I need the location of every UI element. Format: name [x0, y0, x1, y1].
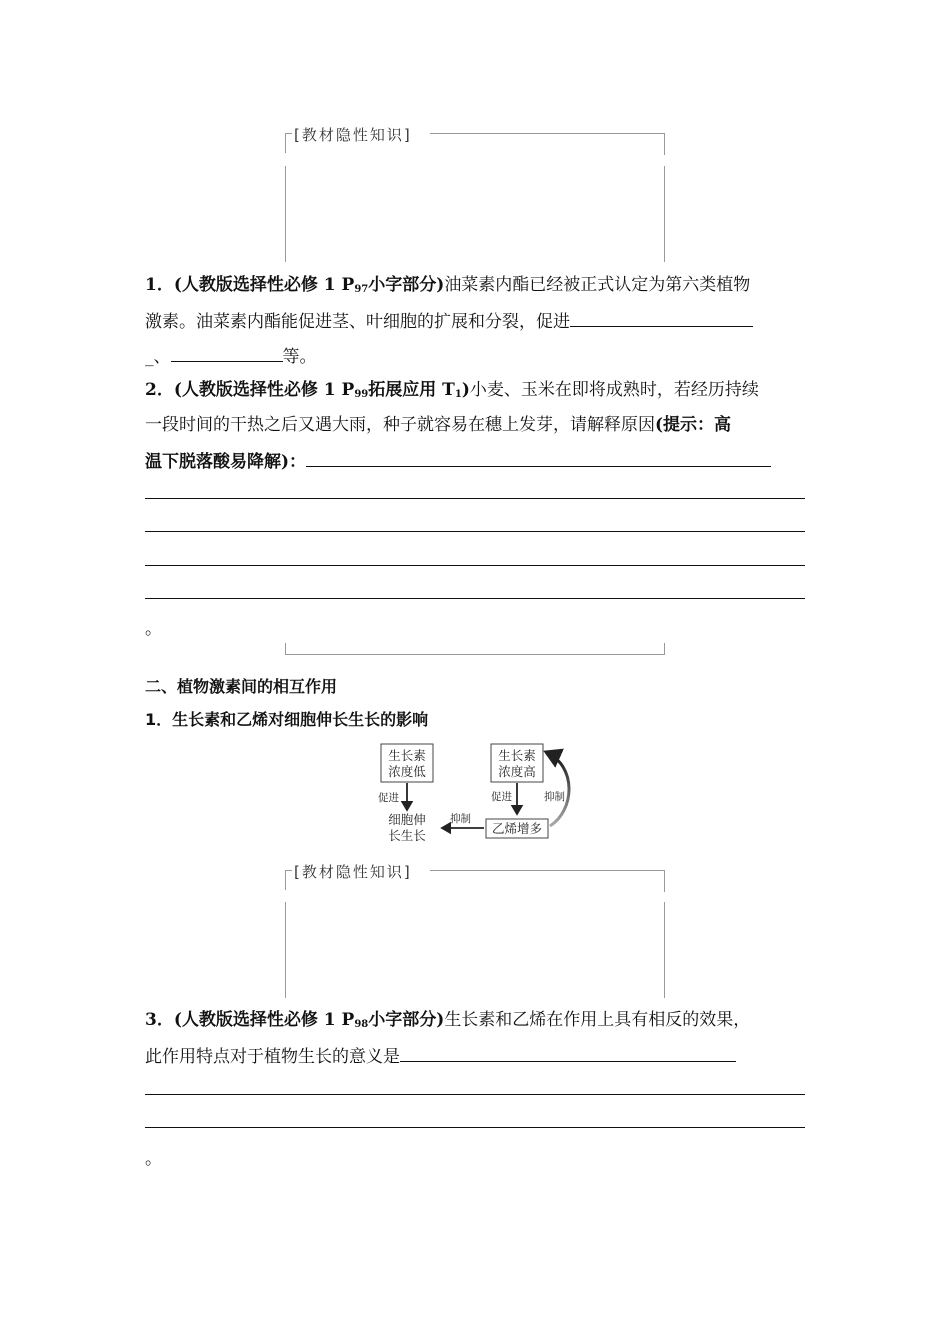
section-title: 二、植物激素间的相互作用 — [145, 677, 338, 696]
source-ref: (人教版选择性必修 1 P — [173, 275, 355, 295]
hint: (提示：高 — [655, 415, 732, 435]
subsection-title: 1．生长素和乙烯对细胞伸长生长的影响 — [145, 710, 429, 729]
answer-blank[interactable] — [400, 1043, 736, 1062]
question-3-line-2 — [145, 1043, 736, 1069]
answer-blank[interactable] — [171, 343, 283, 362]
question-2-line-3 — [145, 448, 771, 474]
frame-title: [教材隐性知识] — [294, 126, 412, 144]
question-number: 1． — [145, 275, 174, 295]
inhibit-label-bottom: 抑制 — [450, 813, 471, 825]
source-ref-tail: 小字部分) — [368, 1010, 445, 1030]
frame-title: [教材隐性知识] — [294, 863, 412, 881]
question-1-line-2 — [145, 308, 753, 334]
hormone-diagram — [370, 738, 590, 850]
auxin-low-label-2: 浓度低 — [388, 764, 426, 779]
question-text: 等。 — [282, 347, 317, 367]
question-2-line-2 — [145, 413, 731, 437]
inhibit-label-top: 抑制 — [544, 791, 565, 803]
answer-blank[interactable] — [570, 308, 753, 327]
auxin-high-label-2: 浓度高 — [498, 764, 536, 779]
answer-blank[interactable] — [306, 448, 771, 467]
period: 。 — [145, 1149, 162, 1169]
answer-line[interactable] — [145, 498, 805, 499]
page-number: 98 — [354, 1019, 369, 1030]
answer-line[interactable] — [145, 1094, 805, 1095]
inhibit-arc-arrow — [546, 752, 569, 826]
question-1-line-3 — [145, 343, 317, 369]
question-number: 3． — [145, 1010, 174, 1030]
cell-label-1: 细胞伸 — [388, 812, 426, 827]
question-text: 激素。油菜素内酯能促进茎、叶细胞的扩展和分裂，促进 — [145, 312, 570, 332]
source-ref: (人教版选择性必修 1 P — [173, 380, 355, 400]
cell-label-2: 长生长 — [388, 828, 426, 843]
page-number: 97 — [354, 284, 369, 295]
question-text: 油菜素内酯已经被正式认定为第六类植物 — [444, 275, 751, 295]
auxin-low-label-1: 生长素 — [388, 748, 426, 763]
question-text: 小麦、玉米在即将成熟时，若经历持续 — [469, 380, 759, 400]
source-ref-mid: 拓展应用 T — [368, 380, 455, 400]
question-2-line-1 — [145, 378, 759, 407]
question-number: 2． — [145, 380, 174, 400]
promote-label-left: 促进 — [378, 792, 399, 804]
source-ref-tail: ) — [461, 380, 470, 400]
auxin-high-label-1: 生长素 — [498, 748, 536, 763]
question-3-line-1 — [145, 1008, 750, 1037]
source-ref-tail: 小字部分) — [368, 275, 445, 295]
ethylene-label: 乙烯增多 — [491, 821, 543, 836]
source-ref: (人教版选择性必修 1 P — [173, 1010, 355, 1030]
promote-label-right: 促进 — [491, 791, 512, 803]
hint: 温下脱落酸易降解)： — [145, 452, 307, 472]
question-text: 生长素和乙烯在作用上具有相反的效果， — [444, 1010, 751, 1030]
answer-line[interactable] — [145, 1127, 805, 1128]
answer-line[interactable] — [145, 531, 805, 532]
question-text: _、 — [145, 347, 171, 367]
answer-line[interactable] — [145, 565, 805, 566]
answer-line[interactable] — [145, 598, 805, 599]
question-text: 一段时间的干热之后又遇大雨，种子就容易在穗上发芽，请解释原因 — [145, 415, 655, 435]
question-1-line-1 — [145, 273, 750, 302]
task-number: 1 — [454, 389, 462, 400]
question-text: 此作用特点对于植物生长的意义是 — [145, 1047, 400, 1067]
page-number: 99 — [354, 389, 369, 400]
period: 。 — [145, 619, 162, 639]
